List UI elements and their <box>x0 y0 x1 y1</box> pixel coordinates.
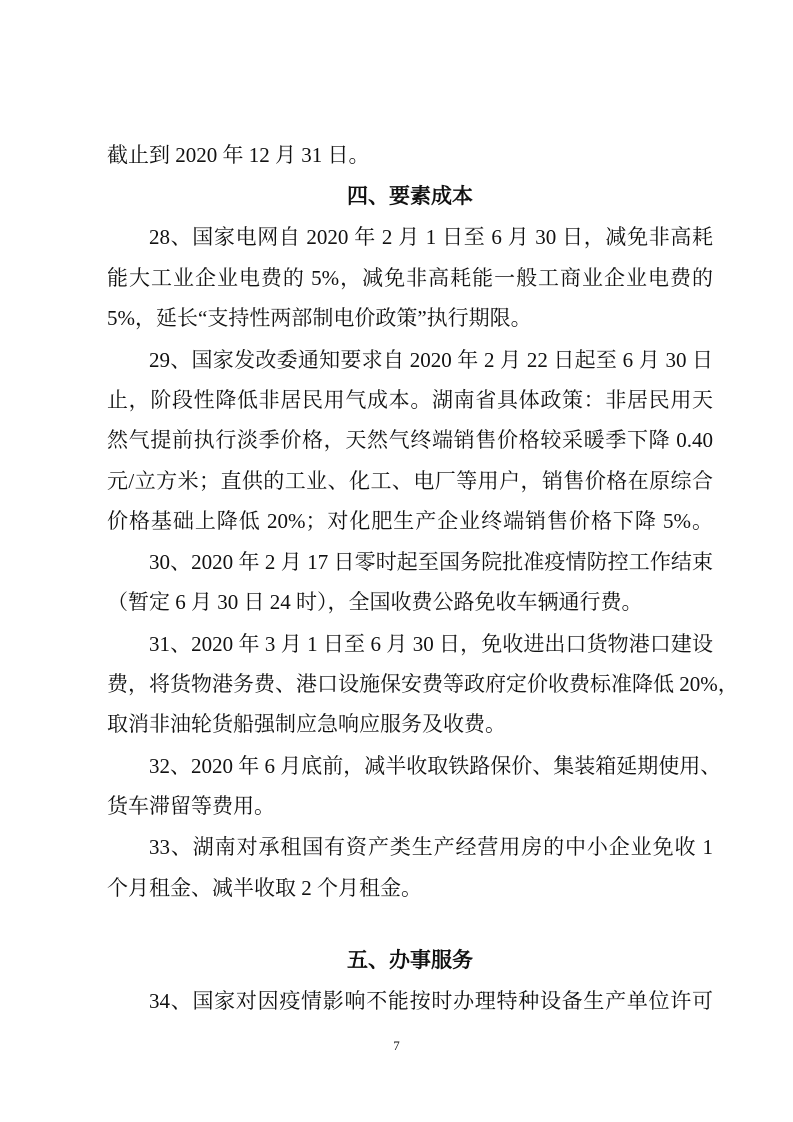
text-line: 33、湖南对承租国有资产类生产经营用房的中小企业免收 1 <box>149 835 713 859</box>
section-heading: 五、办事服务 <box>347 948 473 972</box>
page-number: 7 <box>393 1038 400 1053</box>
text-line: 价格基础上降低 20%；对化肥生产企业终端销售价格下降 5%。 <box>107 509 713 533</box>
text-line: 5%，延长“支持性两部制电价政策”执行期限。 <box>107 306 532 330</box>
text-line: 28、国家电网自 2020 年 2 月 1 日至 6 月 30 日，减免非高耗 <box>149 225 713 249</box>
text-line: 能大工业企业电费的 5%，减免非高耗能一般工商业企业电费的 <box>107 266 713 290</box>
text-line: 费，将货物港务费、港口设施保安费等政府定价收费标准降低 20%， <box>107 672 739 696</box>
text-line: 32、2020 年 6 月底前，减半收取铁路保价、集装箱延期使用、 <box>149 754 722 778</box>
text-line: 然气提前执行淡季价格，天然气终端销售价格较采暖季下降 0.40 <box>107 428 713 452</box>
text-line: 止，阶段性降低非居民用气成本。湖南省具体政策：非居民用天 <box>107 388 713 412</box>
text-line: 截止到 2020 年 12 月 31 日。 <box>107 143 370 167</box>
text-line: 31、2020 年 3 月 1 日至 6 月 30 日，免收进出口货物港口建设 <box>149 632 713 656</box>
text-line: 取消非油轮货船强制应急响应服务及收费。 <box>107 712 506 736</box>
text-line: 货车滞留等费用。 <box>107 794 275 818</box>
text-line: （暂定 6 月 30 日 24 时），全国收费公路免收车辆通行费。 <box>107 590 643 614</box>
text-line: 29、国家发改委通知要求自 2020 年 2 月 22 日起至 6 月 30 日 <box>149 348 713 372</box>
text-line: 30、2020 年 2 月 17 日零时起至国务院批准疫情防控工作结束 <box>149 550 713 574</box>
section-heading: 四、要素成本 <box>347 184 473 208</box>
text-line: 元/立方米；直供的工业、化工、电厂等用户，销售价格在原综合 <box>107 469 713 493</box>
text-line: 34、国家对因疫情影响不能按时办理特种设备生产单位许可 <box>149 989 713 1013</box>
text-line: 个月租金、减半收取 2 个月租金。 <box>107 876 422 900</box>
